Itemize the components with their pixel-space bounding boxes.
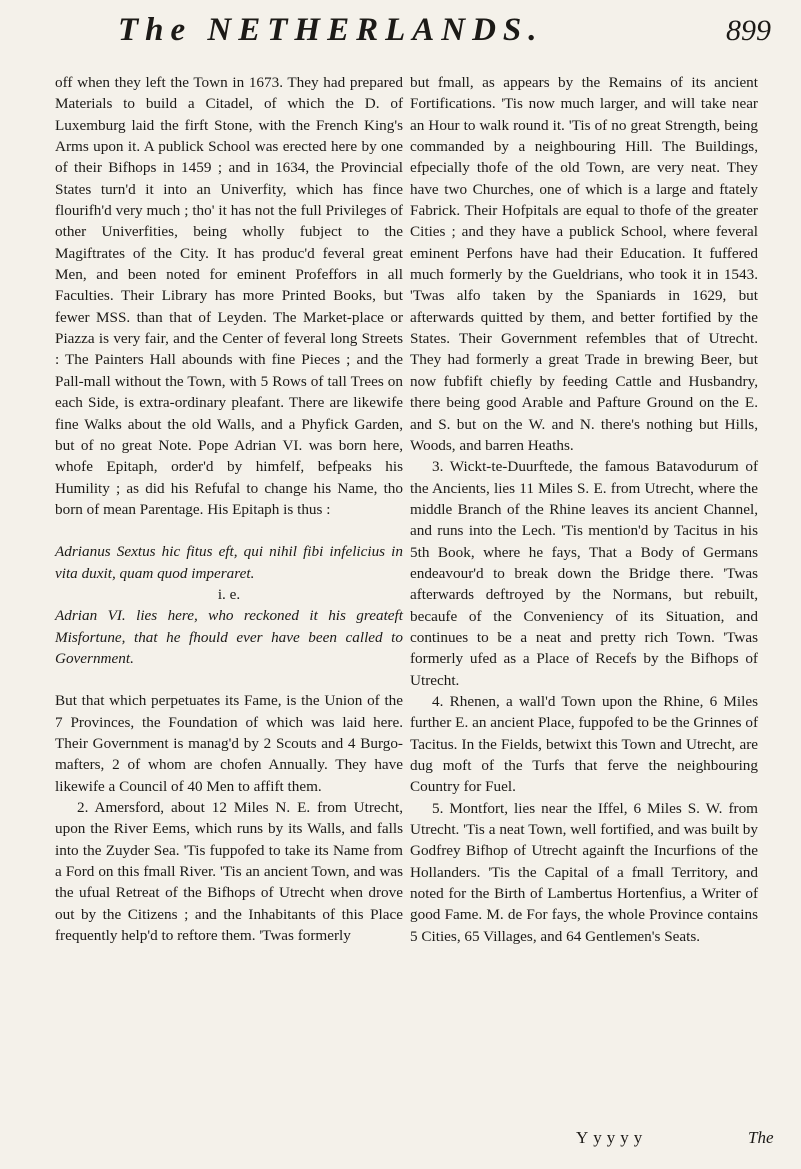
page-number: 899 [726,14,771,47]
right-column [410,72,758,947]
page-footer [0,1128,801,1158]
paragraph-wickt-te-duurstede: 3. Wickt-te-Duurftede, the famous Batavodurum of the Ancients, lies 11 Miles S. E. from Utrecht, where the middle Branch of the Rhine leaves its ancient Channel, and runs into the Lech. 'Tis mention'd by Tacitus in his 5th Book, where he fays, That a Body of Germans endeavour'd to break down the Bridge there. 'Twas afterwards deftroyed by the Normans, but rebuilt, becaufe of the Conveniency of its Situation, and continues to be a neat and pretty rich Town. 'Twas formerly ufed as a Place of Recefs by the Bifhops of Utrecht. [410,458,758,689]
paragraph-utrecht-history: off when they left the Town in 1673. They had prepared Materials to build a Citadel, of which the D. of Luxemburg laid the firft Stone, with the French King's Arms upon it. A publick School was erected here by one of their Bifhops in 1459 ; and in 1634, the Provincial States turn'd it into an Univerfity, which has fince flourifh'd very much ; tho' it has not the full Privileges of other Univerfities, being wholly fubject to the Magiftrates of the City. It has produc'd feveral great Men, and been noted for eminent Profeffors in all Faculties. Their Library has more Printed Books, but fewer MSS. than that of Leyden. The Market-place or Piazza is very fair, and the Center of feveral long Streets : The Painters Hall abounds with fine Pieces ; and the Pall-mall without the Town, with 5 Rows of tall Trees on each Side, is extra-ordinary pleafant. There are likewife fine Walks about the old Walls, and a Phyfick Garden, but of no great Note. Pope Adrian VI. was born here, whofe Epitaph, order'd by himfelf, befpeaks his Humility ; as did his Refufal to change his Name, tho born of mean Parentage. His Epitaph is thus : [55,74,403,518]
running-title: The NETHERLANDS. [118,12,544,48]
left-column [55,72,403,946]
page-header [0,0,801,72]
paragraph-rhenen: 4. Rhenen, a wall'd Town upon the Rhine, 6 Miles further E. an ancient Place, fuppofed to be the Grinnes of Tacitus. In the Fields, betwixt this Town and Utrecht, are dug moft of the Turfs that ferve the neighbouring Country for Fuel. [410,692,758,796]
paragraph-montfort: 5. Montfort, lies near the Iffel, 6 Miles S. W. from Utrecht. 'Tis a neat Town, well fortified, and was built by Godfrey Bifhop of Utrecht againft the Incurfions of the Hollanders. 'Tis the Capital of a fmall Territory, and noted for the Birth of Lambertus Hortenfius, a Writer of good Fame. M. de For fays, the whole Province contains 5 Cities, 65 Villages, and 64 Gentlemen's Seats. [410,799,758,945]
epitaph-ie-label: i. e. [217,585,241,603]
epitaph-ie [55,584,403,605]
epitaph-latin: Adrianus Sextus hic fitus eft, qui nihil fibi infelicius in vita duxit, quam quod imperaret. [55,543,403,582]
catchword: The [748,1128,774,1147]
paragraph-union: But that which perpetuates its Fame, is the Union of the 7 Provinces, the Foundation of which was laid here. Their Government is manag'd by 2 Scouts and 4 Burgo-mafters, 2 of whom are chofen Annually. They have likewife a Council of 40 Men to affift them. [55,692,403,795]
epitaph-english: Adrian VI. lies here, who reckoned it his greateft Misfortune, that he fhould ever have been called to Government. [55,607,403,667]
signature-mark: Yyyyy [576,1128,648,1147]
paragraph-amersford-continued: but fmall, as appears by the Remains of its ancient Fortifications. 'Tis now much larger, and will take near an Hour to walk round it. 'Tis of no great Strength, being commanded by a neighbouring Hill. The Buildings, efpecially thofe of the old Town, are very neat. They have two Churches, one of which is a large and ftately Fabrick. Their Hofpitals are equal to thofe of the greater Cities ; and they have a publick School, where feveral eminent Perfons have had their Education. It fuffered much formerly by the Gueldrians, who took it in 1543. 'Twas alfo taken by the Spaniards in 1629, but afterwards quitted by them, and better fortified by the States. Their Government refembles that of Utrecht. They had formerly a great Trade in brewing Beer, but now fubfift chiefly by feeding Cattle and Husbandry, there being good Arable and Pafture Ground on the E. and S. but on the W. and N. there's nothing but Hills, Woods, and barren Heaths. [410,74,758,454]
paragraph-amersford: 2. Amersford, about 12 Miles N. E. from Utrecht, upon the River Eems, which runs by its Walls, and falls into the Zuyder Sea. 'Tis fuppofed to take its Name from a Ford on this fmall River. 'Tis an ancient Town, and was the ufual Retreat of the Bifhops of Utrecht when drove out by the Citizens ; and the Inhabitants of this Place frequently help'd to reftore them. 'Twas formerly [55,799,403,945]
